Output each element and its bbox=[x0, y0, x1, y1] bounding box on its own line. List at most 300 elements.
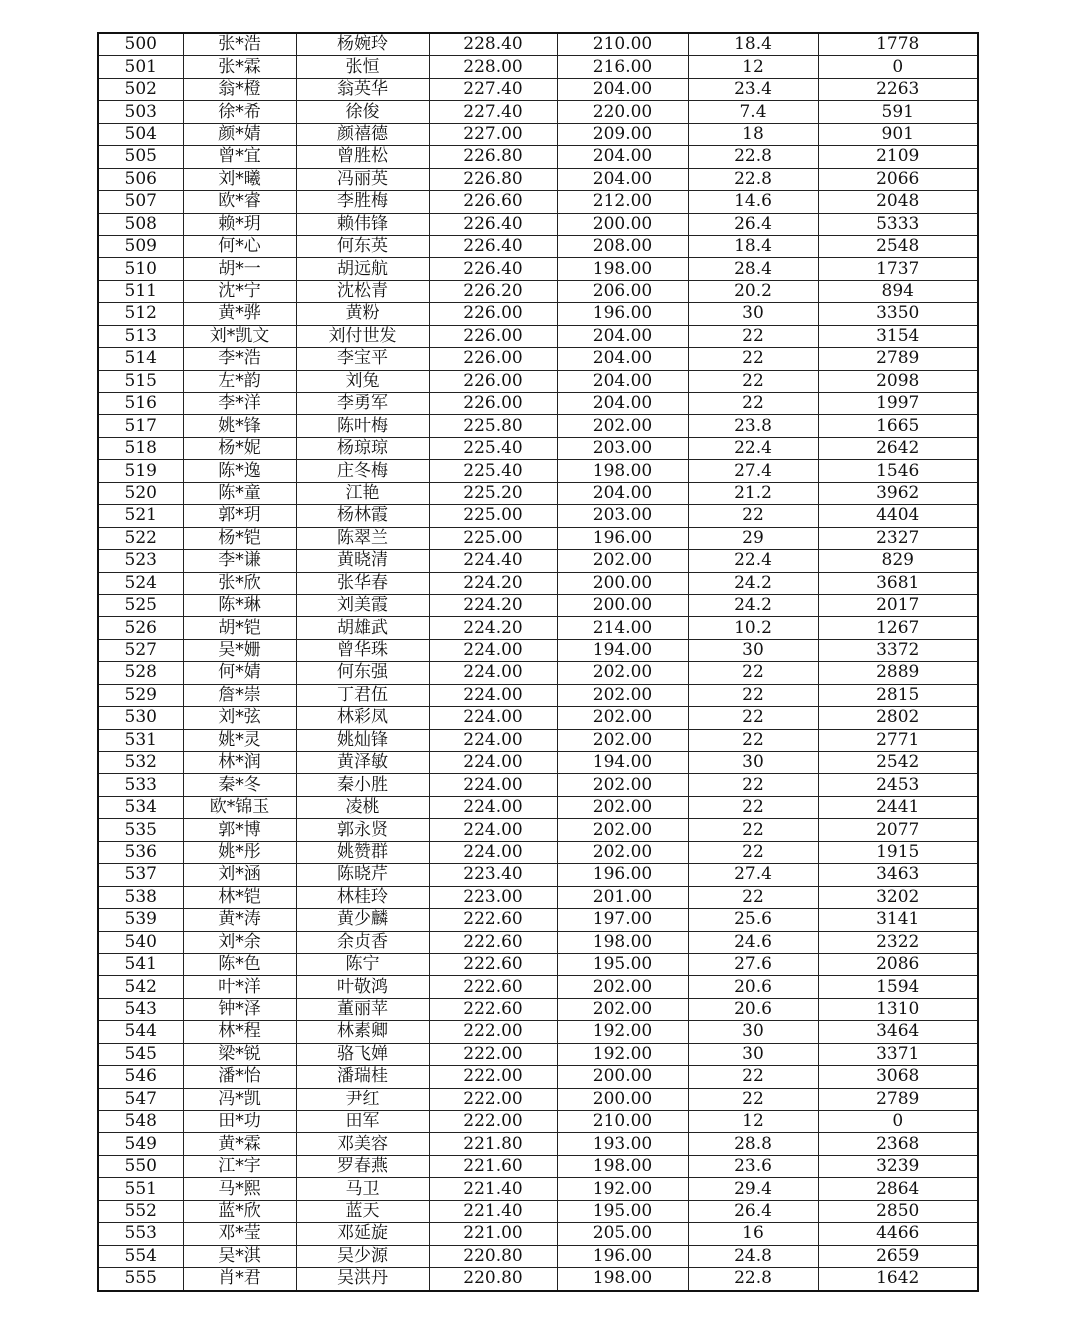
parent-name-cell: 黄泽敏 bbox=[296, 752, 429, 774]
table-row bbox=[98, 909, 978, 931]
total-score-cell: 225.40 bbox=[429, 460, 557, 482]
table-row bbox=[98, 1021, 978, 1043]
score-b-cell: 202.00 bbox=[557, 707, 688, 729]
value-cell: 2098 bbox=[818, 370, 978, 392]
rank-cell: 528 bbox=[98, 662, 183, 684]
value-cell: 3239 bbox=[818, 1155, 978, 1177]
value-cell: 4466 bbox=[818, 1223, 978, 1245]
rank-cell: 535 bbox=[98, 819, 183, 841]
score-diff-cell: 22 bbox=[688, 841, 818, 863]
total-score-cell: 226.40 bbox=[429, 258, 557, 280]
parent-name-cell: 刘兔 bbox=[296, 370, 429, 392]
table-row bbox=[98, 280, 978, 302]
rank-cell: 515 bbox=[98, 370, 183, 392]
parent-name-cell: 林彩凤 bbox=[296, 707, 429, 729]
table-row bbox=[98, 325, 978, 347]
rank-cell: 516 bbox=[98, 393, 183, 415]
value-cell: 1267 bbox=[818, 617, 978, 639]
student-name-cell: 左*韵 bbox=[183, 370, 296, 392]
parent-name-cell: 陈晓芹 bbox=[296, 864, 429, 886]
total-score-cell: 226.40 bbox=[429, 235, 557, 257]
student-name-cell: 刘*涵 bbox=[183, 864, 296, 886]
score-b-cell: 204.00 bbox=[557, 325, 688, 347]
value-cell: 829 bbox=[818, 550, 978, 572]
student-name-cell: 姚*彤 bbox=[183, 841, 296, 863]
student-name-cell: 邓*莹 bbox=[183, 1223, 296, 1245]
score-b-cell: 197.00 bbox=[557, 909, 688, 931]
score-diff-cell: 27.6 bbox=[688, 953, 818, 975]
rank-cell: 509 bbox=[98, 235, 183, 257]
table-body bbox=[98, 33, 978, 1291]
rank-cell: 500 bbox=[98, 33, 183, 56]
score-b-cell: 198.00 bbox=[557, 460, 688, 482]
score-b-cell: 210.00 bbox=[557, 1111, 688, 1133]
student-name-cell: 沈*宁 bbox=[183, 280, 296, 302]
total-score-cell: 226.20 bbox=[429, 280, 557, 302]
table-row bbox=[98, 1088, 978, 1110]
parent-name-cell: 李宝平 bbox=[296, 348, 429, 370]
rank-cell: 501 bbox=[98, 56, 183, 78]
table-row bbox=[98, 998, 978, 1020]
value-cell: 2077 bbox=[818, 819, 978, 841]
total-score-cell: 226.00 bbox=[429, 370, 557, 392]
rank-cell: 512 bbox=[98, 303, 183, 325]
total-score-cell: 226.00 bbox=[429, 393, 557, 415]
value-cell: 2109 bbox=[818, 146, 978, 168]
total-score-cell: 220.80 bbox=[429, 1268, 557, 1291]
parent-name-cell: 马卫 bbox=[296, 1178, 429, 1200]
total-score-cell: 221.00 bbox=[429, 1223, 557, 1245]
table-row bbox=[98, 684, 978, 706]
score-b-cell: 196.00 bbox=[557, 527, 688, 549]
parent-name-cell: 曾华珠 bbox=[296, 639, 429, 661]
score-b-cell: 200.00 bbox=[557, 1088, 688, 1110]
table-row bbox=[98, 348, 978, 370]
table-row bbox=[98, 752, 978, 774]
total-score-cell: 224.00 bbox=[429, 707, 557, 729]
total-score-cell: 226.40 bbox=[429, 213, 557, 235]
score-diff-cell: 22 bbox=[688, 1088, 818, 1110]
value-cell: 1665 bbox=[818, 415, 978, 437]
value-cell: 2659 bbox=[818, 1245, 978, 1267]
parent-name-cell: 杨林霞 bbox=[296, 505, 429, 527]
score-b-cell: 202.00 bbox=[557, 819, 688, 841]
score-b-cell: 198.00 bbox=[557, 1268, 688, 1291]
score-diff-cell: 29 bbox=[688, 527, 818, 549]
rank-cell: 507 bbox=[98, 191, 183, 213]
student-name-cell: 冯*凯 bbox=[183, 1088, 296, 1110]
value-cell: 4404 bbox=[818, 505, 978, 527]
score-b-cell: 195.00 bbox=[557, 1200, 688, 1222]
score-diff-cell: 30 bbox=[688, 303, 818, 325]
student-name-cell: 胡*铠 bbox=[183, 617, 296, 639]
total-score-cell: 224.00 bbox=[429, 639, 557, 661]
score-b-cell: 202.00 bbox=[557, 662, 688, 684]
score-b-cell: 204.00 bbox=[557, 78, 688, 100]
total-score-cell: 228.40 bbox=[429, 33, 557, 56]
student-name-cell: 蓝*欣 bbox=[183, 1200, 296, 1222]
parent-name-cell: 颜禧德 bbox=[296, 123, 429, 145]
student-name-cell: 欧*锦玉 bbox=[183, 796, 296, 818]
total-score-cell: 226.60 bbox=[429, 191, 557, 213]
value-cell: 2086 bbox=[818, 953, 978, 975]
value-cell: 1546 bbox=[818, 460, 978, 482]
score-b-cell: 216.00 bbox=[557, 56, 688, 78]
score-diff-cell: 26.4 bbox=[688, 213, 818, 235]
value-cell: 2322 bbox=[818, 931, 978, 953]
value-cell: 3962 bbox=[818, 482, 978, 504]
rank-cell: 514 bbox=[98, 348, 183, 370]
score-diff-cell: 22 bbox=[688, 886, 818, 908]
rank-cell: 531 bbox=[98, 729, 183, 751]
parent-name-cell: 林桂玲 bbox=[296, 886, 429, 908]
total-score-cell: 224.00 bbox=[429, 684, 557, 706]
table-row bbox=[98, 191, 978, 213]
student-name-cell: 吴*姗 bbox=[183, 639, 296, 661]
total-score-cell: 223.40 bbox=[429, 864, 557, 886]
score-b-cell: 192.00 bbox=[557, 1043, 688, 1065]
table-row bbox=[98, 639, 978, 661]
student-name-cell: 郭*博 bbox=[183, 819, 296, 841]
score-diff-cell: 22 bbox=[688, 325, 818, 347]
value-cell: 2048 bbox=[818, 191, 978, 213]
table-row bbox=[98, 1133, 978, 1155]
table-row bbox=[98, 168, 978, 190]
table-row bbox=[98, 33, 978, 56]
table-row bbox=[98, 78, 978, 100]
score-diff-cell: 22 bbox=[688, 684, 818, 706]
value-cell: 1997 bbox=[818, 393, 978, 415]
table-row bbox=[98, 594, 978, 616]
value-cell: 2548 bbox=[818, 235, 978, 257]
rank-cell: 532 bbox=[98, 752, 183, 774]
total-score-cell: 222.00 bbox=[429, 1021, 557, 1043]
rank-cell: 550 bbox=[98, 1155, 183, 1177]
value-cell: 2441 bbox=[818, 796, 978, 818]
student-name-cell: 林*程 bbox=[183, 1021, 296, 1043]
rank-cell: 539 bbox=[98, 909, 183, 931]
value-cell: 1737 bbox=[818, 258, 978, 280]
value-cell: 1642 bbox=[818, 1268, 978, 1291]
value-cell: 3463 bbox=[818, 864, 978, 886]
rank-cell: 521 bbox=[98, 505, 183, 527]
score-b-cell: 198.00 bbox=[557, 931, 688, 953]
score-diff-cell: 22 bbox=[688, 819, 818, 841]
student-name-cell: 徐*希 bbox=[183, 101, 296, 123]
score-b-cell: 192.00 bbox=[557, 1178, 688, 1200]
rank-cell: 520 bbox=[98, 482, 183, 504]
total-score-cell: 224.00 bbox=[429, 774, 557, 796]
score-b-cell: 210.00 bbox=[557, 33, 688, 56]
score-diff-cell: 16 bbox=[688, 1223, 818, 1245]
rank-cell: 527 bbox=[98, 639, 183, 661]
student-name-cell: 欧*睿 bbox=[183, 191, 296, 213]
table-row bbox=[98, 258, 978, 280]
parent-name-cell: 曾胜松 bbox=[296, 146, 429, 168]
student-name-cell: 马*熙 bbox=[183, 1178, 296, 1200]
value-cell: 3371 bbox=[818, 1043, 978, 1065]
rank-cell: 541 bbox=[98, 953, 183, 975]
parent-name-cell: 翁英华 bbox=[296, 78, 429, 100]
parent-name-cell: 胡远航 bbox=[296, 258, 429, 280]
total-score-cell: 225.00 bbox=[429, 527, 557, 549]
student-name-cell: 詹*崇 bbox=[183, 684, 296, 706]
total-score-cell: 222.60 bbox=[429, 953, 557, 975]
score-b-cell: 205.00 bbox=[557, 1223, 688, 1245]
score-b-cell: 200.00 bbox=[557, 1066, 688, 1088]
total-score-cell: 228.00 bbox=[429, 56, 557, 78]
score-diff-cell: 22 bbox=[688, 505, 818, 527]
table-row bbox=[98, 572, 978, 594]
score-b-cell: 196.00 bbox=[557, 303, 688, 325]
table-row bbox=[98, 1245, 978, 1267]
table-row bbox=[98, 213, 978, 235]
score-diff-cell: 30 bbox=[688, 1021, 818, 1043]
total-score-cell: 222.00 bbox=[429, 1043, 557, 1065]
rank-cell: 504 bbox=[98, 123, 183, 145]
score-b-cell: 202.00 bbox=[557, 774, 688, 796]
score-diff-cell: 22.8 bbox=[688, 1268, 818, 1291]
score-diff-cell: 30 bbox=[688, 752, 818, 774]
student-name-cell: 郭*玥 bbox=[183, 505, 296, 527]
table-row bbox=[98, 415, 978, 437]
score-diff-cell: 30 bbox=[688, 639, 818, 661]
parent-name-cell: 刘美霞 bbox=[296, 594, 429, 616]
total-score-cell: 224.00 bbox=[429, 819, 557, 841]
student-name-cell: 翁*橙 bbox=[183, 78, 296, 100]
rank-cell: 525 bbox=[98, 594, 183, 616]
parent-name-cell: 姚赞群 bbox=[296, 841, 429, 863]
score-diff-cell: 22 bbox=[688, 707, 818, 729]
student-name-cell: 姚*锋 bbox=[183, 415, 296, 437]
score-diff-cell: 22 bbox=[688, 393, 818, 415]
parent-name-cell: 邓美容 bbox=[296, 1133, 429, 1155]
student-name-cell: 李*洋 bbox=[183, 393, 296, 415]
score-b-cell: 220.00 bbox=[557, 101, 688, 123]
rank-cell: 511 bbox=[98, 280, 183, 302]
value-cell: 3681 bbox=[818, 572, 978, 594]
table-row bbox=[98, 235, 978, 257]
score-diff-cell: 22.8 bbox=[688, 168, 818, 190]
score-b-cell: 204.00 bbox=[557, 393, 688, 415]
total-score-cell: 224.40 bbox=[429, 550, 557, 572]
rank-cell: 552 bbox=[98, 1200, 183, 1222]
parent-name-cell: 张华春 bbox=[296, 572, 429, 594]
score-diff-cell: 22 bbox=[688, 774, 818, 796]
student-name-cell: 林*润 bbox=[183, 752, 296, 774]
value-cell: 1778 bbox=[818, 33, 978, 56]
table-row bbox=[98, 1200, 978, 1222]
student-name-cell: 颜*婧 bbox=[183, 123, 296, 145]
score-diff-cell: 23.8 bbox=[688, 415, 818, 437]
score-b-cell: 202.00 bbox=[557, 684, 688, 706]
score-diff-cell: 23.4 bbox=[688, 78, 818, 100]
rank-cell: 518 bbox=[98, 437, 183, 459]
student-name-cell: 秦*冬 bbox=[183, 774, 296, 796]
score-diff-cell: 18 bbox=[688, 123, 818, 145]
total-score-cell: 226.00 bbox=[429, 348, 557, 370]
student-name-cell: 李*谦 bbox=[183, 550, 296, 572]
parent-name-cell: 董丽苹 bbox=[296, 998, 429, 1020]
rank-cell: 510 bbox=[98, 258, 183, 280]
value-cell: 3202 bbox=[818, 886, 978, 908]
student-name-cell: 张*欣 bbox=[183, 572, 296, 594]
student-name-cell: 刘*弦 bbox=[183, 707, 296, 729]
score-diff-cell: 20.6 bbox=[688, 998, 818, 1020]
score-b-cell: 202.00 bbox=[557, 976, 688, 998]
value-cell: 894 bbox=[818, 280, 978, 302]
student-name-cell: 何*婧 bbox=[183, 662, 296, 684]
score-diff-cell: 22 bbox=[688, 662, 818, 684]
score-b-cell: 198.00 bbox=[557, 1155, 688, 1177]
table-row bbox=[98, 482, 978, 504]
parent-name-cell: 林素卿 bbox=[296, 1021, 429, 1043]
rank-cell: 543 bbox=[98, 998, 183, 1020]
score-diff-cell: 24.8 bbox=[688, 1245, 818, 1267]
parent-name-cell: 黄粉 bbox=[296, 303, 429, 325]
student-name-cell: 胡*一 bbox=[183, 258, 296, 280]
student-name-cell: 刘*凯文 bbox=[183, 325, 296, 347]
student-name-cell: 李*浩 bbox=[183, 348, 296, 370]
parent-name-cell: 杨琼琼 bbox=[296, 437, 429, 459]
value-cell: 3154 bbox=[818, 325, 978, 347]
table-row bbox=[98, 1223, 978, 1245]
parent-name-cell: 黄少麟 bbox=[296, 909, 429, 931]
student-name-cell: 杨*妮 bbox=[183, 437, 296, 459]
value-cell: 2263 bbox=[818, 78, 978, 100]
table-row bbox=[98, 146, 978, 168]
total-score-cell: 226.00 bbox=[429, 325, 557, 347]
parent-name-cell: 刘付世发 bbox=[296, 325, 429, 347]
table-row bbox=[98, 617, 978, 639]
score-b-cell: 202.00 bbox=[557, 998, 688, 1020]
table-row bbox=[98, 774, 978, 796]
total-score-cell: 222.60 bbox=[429, 976, 557, 998]
rank-cell: 554 bbox=[98, 1245, 183, 1267]
value-cell: 2771 bbox=[818, 729, 978, 751]
score-diff-cell: 22 bbox=[688, 796, 818, 818]
rank-cell: 546 bbox=[98, 1066, 183, 1088]
score-b-cell: 204.00 bbox=[557, 482, 688, 504]
value-cell: 2453 bbox=[818, 774, 978, 796]
score-diff-cell: 30 bbox=[688, 1043, 818, 1065]
table-row bbox=[98, 505, 978, 527]
score-b-cell: 209.00 bbox=[557, 123, 688, 145]
parent-name-cell: 江艳 bbox=[296, 482, 429, 504]
table-row bbox=[98, 1111, 978, 1133]
total-score-cell: 226.00 bbox=[429, 303, 557, 325]
parent-name-cell: 罗春燕 bbox=[296, 1155, 429, 1177]
parent-name-cell: 蓝天 bbox=[296, 1200, 429, 1222]
student-name-cell: 刘*余 bbox=[183, 931, 296, 953]
student-name-cell: 陈*逸 bbox=[183, 460, 296, 482]
value-cell: 2864 bbox=[818, 1178, 978, 1200]
total-score-cell: 225.00 bbox=[429, 505, 557, 527]
table-row bbox=[98, 707, 978, 729]
total-score-cell: 225.80 bbox=[429, 415, 557, 437]
rank-cell: 505 bbox=[98, 146, 183, 168]
student-name-cell: 叶*洋 bbox=[183, 976, 296, 998]
parent-name-cell: 沈松青 bbox=[296, 280, 429, 302]
value-cell: 2789 bbox=[818, 348, 978, 370]
score-diff-cell: 27.4 bbox=[688, 460, 818, 482]
total-score-cell: 225.20 bbox=[429, 482, 557, 504]
score-diff-cell: 22 bbox=[688, 370, 818, 392]
total-score-cell: 224.00 bbox=[429, 662, 557, 684]
parent-name-cell: 徐俊 bbox=[296, 101, 429, 123]
total-score-cell: 227.00 bbox=[429, 123, 557, 145]
student-name-cell: 陈*琳 bbox=[183, 594, 296, 616]
student-name-cell: 钟*泽 bbox=[183, 998, 296, 1020]
rank-cell: 537 bbox=[98, 864, 183, 886]
score-b-cell: 202.00 bbox=[557, 841, 688, 863]
value-cell: 2642 bbox=[818, 437, 978, 459]
rank-cell: 533 bbox=[98, 774, 183, 796]
rank-cell: 545 bbox=[98, 1043, 183, 1065]
table-row bbox=[98, 527, 978, 549]
table-row bbox=[98, 101, 978, 123]
parent-name-cell: 叶敬鸿 bbox=[296, 976, 429, 998]
score-diff-cell: 20.2 bbox=[688, 280, 818, 302]
student-name-cell: 陈*童 bbox=[183, 482, 296, 504]
score-diff-cell: 29.4 bbox=[688, 1178, 818, 1200]
total-score-cell: 224.20 bbox=[429, 594, 557, 616]
value-cell: 2889 bbox=[818, 662, 978, 684]
score-b-cell: 214.00 bbox=[557, 617, 688, 639]
table-row bbox=[98, 393, 978, 415]
rank-cell: 555 bbox=[98, 1268, 183, 1291]
parent-name-cell: 胡雄武 bbox=[296, 617, 429, 639]
total-score-cell: 227.40 bbox=[429, 78, 557, 100]
parent-name-cell: 邓延旋 bbox=[296, 1223, 429, 1245]
score-b-cell: 198.00 bbox=[557, 258, 688, 280]
score-diff-cell: 18.4 bbox=[688, 33, 818, 56]
rank-cell: 549 bbox=[98, 1133, 183, 1155]
student-name-cell: 梁*锐 bbox=[183, 1043, 296, 1065]
score-b-cell: 203.00 bbox=[557, 437, 688, 459]
student-name-cell: 黄*涛 bbox=[183, 909, 296, 931]
rank-cell: 551 bbox=[98, 1178, 183, 1200]
total-score-cell: 222.60 bbox=[429, 998, 557, 1020]
student-name-cell: 林*铠 bbox=[183, 886, 296, 908]
student-name-cell: 曾*宜 bbox=[183, 146, 296, 168]
student-name-cell: 张*霖 bbox=[183, 56, 296, 78]
score-diff-cell: 14.6 bbox=[688, 191, 818, 213]
value-cell: 0 bbox=[818, 1111, 978, 1133]
score-b-cell: 202.00 bbox=[557, 729, 688, 751]
table-row bbox=[98, 56, 978, 78]
rank-cell: 522 bbox=[98, 527, 183, 549]
parent-name-cell: 郭永贤 bbox=[296, 819, 429, 841]
score-diff-cell: 22.4 bbox=[688, 550, 818, 572]
rank-cell: 517 bbox=[98, 415, 183, 437]
total-score-cell: 221.40 bbox=[429, 1178, 557, 1200]
parent-name-cell: 陈宁 bbox=[296, 953, 429, 975]
score-diff-cell: 24.2 bbox=[688, 594, 818, 616]
table-row bbox=[98, 1155, 978, 1177]
score-b-cell: 200.00 bbox=[557, 572, 688, 594]
rank-cell: 503 bbox=[98, 101, 183, 123]
score-diff-cell: 24.2 bbox=[688, 572, 818, 594]
rank-cell: 553 bbox=[98, 1223, 183, 1245]
score-diff-cell: 25.6 bbox=[688, 909, 818, 931]
table-row bbox=[98, 931, 978, 953]
total-score-cell: 221.60 bbox=[429, 1155, 557, 1177]
score-diff-cell: 26.4 bbox=[688, 1200, 818, 1222]
parent-name-cell: 余贞香 bbox=[296, 931, 429, 953]
table-row bbox=[98, 460, 978, 482]
table-row bbox=[98, 953, 978, 975]
